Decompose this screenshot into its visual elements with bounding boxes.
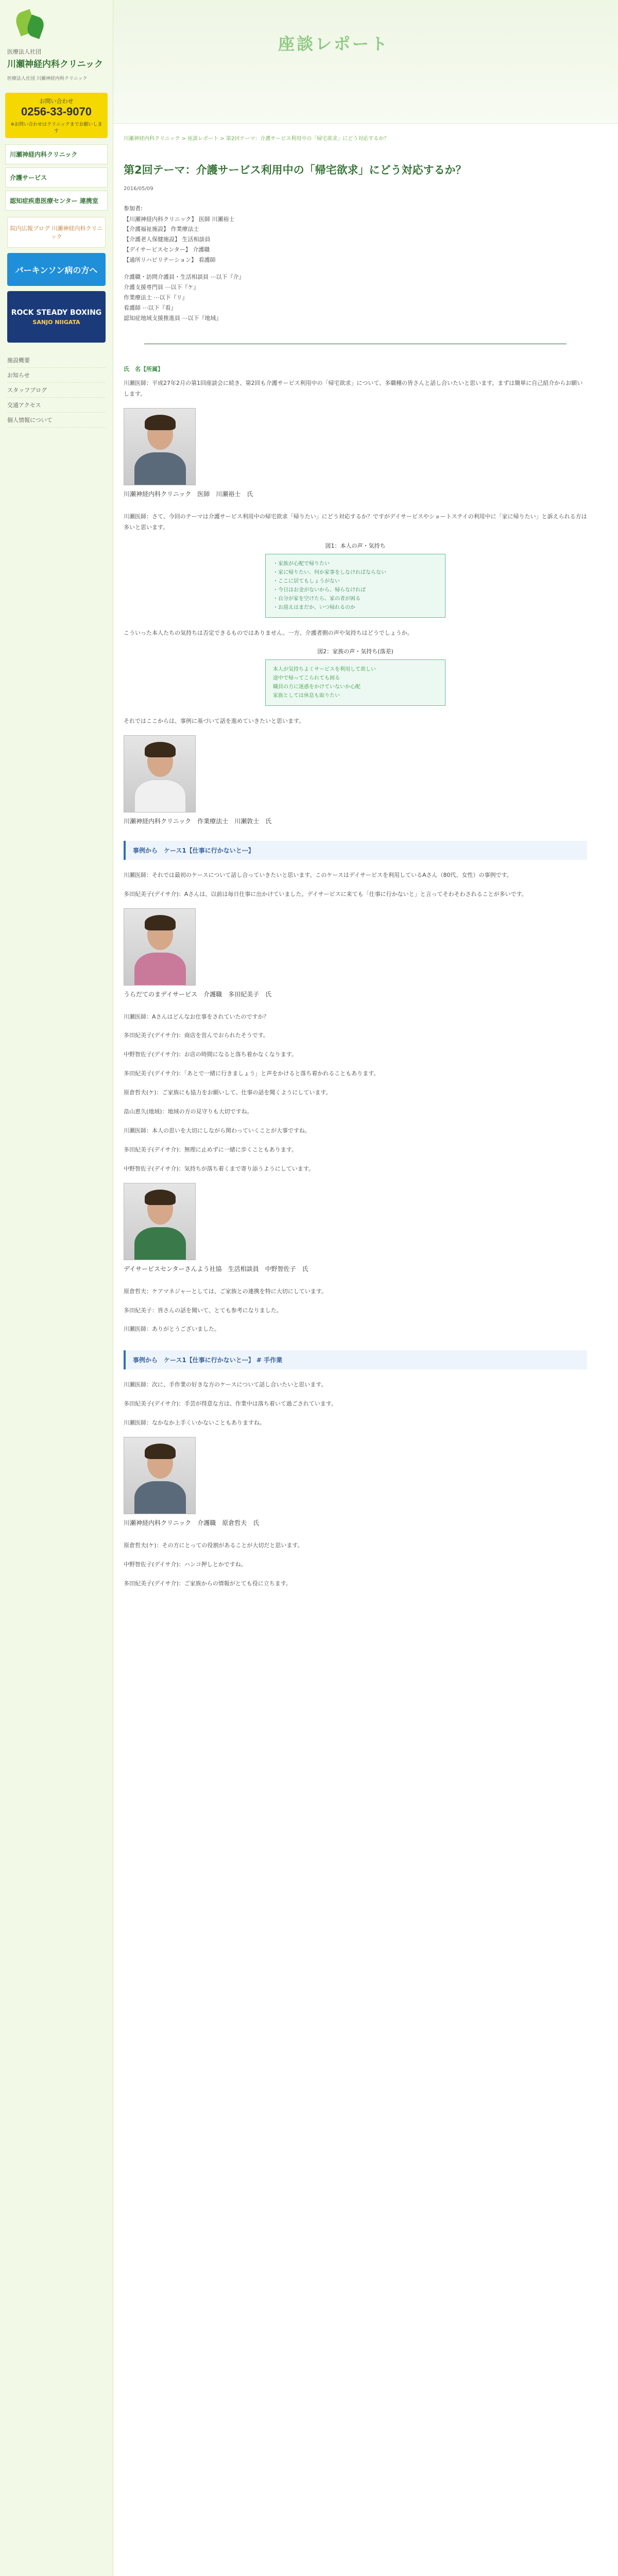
sub-nav-privacy[interactable]: 個人情報について <box>7 413 106 428</box>
contact-phone[interactable]: 0256-33-9070 <box>21 105 92 118</box>
figure1-line: ・ここに居てもしょうがない <box>273 579 340 585</box>
figure1-line: ・家族が心配で帰りたい <box>273 561 330 567</box>
parkinson-banner[interactable]: パーキンソン病の方へ <box>7 253 106 286</box>
figure1-line: ・自分が家を空けたら、家の者が困る <box>273 596 360 602</box>
discussion-paragraph: 川瀬医師：さて、今回のテーマは介護サービス利用中の帰宅欲求「帰りたい」にどう対応するか？ですがデイサービスやショートステイの利用中に「家に帰りたい」と訴えられる方は多いと思います。 <box>124 513 587 531</box>
photo-kawase-doctor <box>124 408 196 485</box>
contact-box <box>5 93 108 138</box>
side-nav-clinic[interactable]: 川瀬神経内科クリニック <box>5 144 108 164</box>
case-paragraph: 中野智佐子(デイサ介)：お店の時間になると落ち着かなくなります。 <box>124 1051 297 1058</box>
role-item: 介護支援専門員 ⋯以下『ケ』 <box>124 284 199 291</box>
side-nav-care[interactable]: 介護サービス <box>5 167 108 188</box>
photo-caption: 川瀬神経内科クリニック 作業療法士 川瀬敦士 氏 <box>124 817 272 825</box>
case-paragraph: 原倉哲夫(ケ)：その方にとっての役割があることが大切だと思います。 <box>124 1541 303 1549</box>
main-content <box>124 134 587 1598</box>
side-nav <box>0 144 113 211</box>
role-item: 認知症地域支援推進員 ⋯以下『地域』 <box>124 314 222 321</box>
rock-steady-banner[interactable] <box>7 291 106 343</box>
intro-paragraph: 川瀬医師：平成27年2月の第1回座談会に続き、第2回も介護サービス利用中の「帰宅欲求」について、多職種の皆さんと話し合いたいと思います。まずは簡単に自己紹介からお願いします。 <box>124 380 583 398</box>
figure2-line: 途中で帰ってこられても困る <box>273 675 340 681</box>
case-paragraph: 川瀬医師：次に、手作業の好きな方のケースについて話し合いたいと思います。 <box>124 1381 327 1388</box>
case-paragraph: 多田紀美子(デイサ介)：無理に止めずに一緒に歩くこともあります。 <box>124 1146 297 1153</box>
logo-title: 川瀬神経内科クリニック <box>7 59 103 70</box>
case-paragraph: 原倉哲夫(ケ)：ご家族にも協力をお願いして、仕事の話を聞くようにしています。 <box>124 1089 332 1096</box>
leaf-logo-icon <box>12 9 48 45</box>
case-paragraph: 多田紀美子(デイサ介)：ご家族からの情報がとても役に立ちます。 <box>124 1580 291 1587</box>
case-paragraph: 原倉哲夫：ケアマネジャーとしては、ご家族との連携を特に大切にしています。 <box>124 1287 327 1295</box>
contact-hours: ※お問い合わせはクリニックまでお願いします <box>10 122 102 134</box>
case-paragraph: 多田紀美子(デイサ介)：「あとで一緒に行きましょう」と声をかけると落ち着かれることもあります。 <box>124 1070 380 1077</box>
photo-caption: デイサービスセンターさんよう社協 生活相談員 中野智佐子 氏 <box>124 1265 308 1273</box>
sub-nav-facility[interactable]: 施設概要 <box>7 353 106 368</box>
participant-item: 【デイサービスセンター】 介護職 <box>124 246 210 253</box>
case-paragraph: 多田紀美子(デイサ介)：商店を営んでおられたそうです。 <box>124 1032 269 1039</box>
participant-item: 【介護老人保健施設】 生活相談員 <box>124 236 211 243</box>
case-paragraph: 中野智佐子(デイサ介)：気持ちが落ち着くまで寄り添うようにしています。 <box>124 1165 314 1172</box>
sidebar <box>0 0 113 2576</box>
header-band <box>113 0 618 124</box>
case-paragraph: 畠山恵久(地域)：地域の方の見守りも大切ですね。 <box>124 1108 253 1115</box>
case-paragraph: 中野智佐子(デイサ介)：ハンコ押しとかですね。 <box>124 1561 247 1568</box>
discussion-paragraph: それではここからは、事例に基づいて話を進めていきたいと思います。 <box>124 717 305 724</box>
figure2-box <box>265 659 445 706</box>
case2-header: 事例から ケース1【仕事に行かないと⋯】 # 手作業 <box>124 1350 587 1369</box>
participants-label: 参加者: <box>124 205 143 212</box>
figure2-title: 図2：家族の声・気持ち(落差) <box>317 648 393 655</box>
discussion-paragraph: こういった本人たちの気持ちは否定できるものではありません。一方、介護者側の声や気持ちはどうでしょうか。 <box>124 630 413 637</box>
figure1-line: ・家に帰りたい、何か家事をしなければならない <box>273 570 386 576</box>
participants-list <box>124 204 587 265</box>
case-paragraph: 川瀬医師：Aさんはどんなお仕事をされていたのですか？ <box>124 1013 269 1020</box>
sub-nav-news[interactable]: お知らせ <box>7 368 106 383</box>
blog-banner[interactable]: 院内広報ブログ 川瀬神経内科クリニック <box>7 217 106 248</box>
sub-nav-staff-blog[interactable]: スタッフブログ <box>7 383 106 398</box>
clinic-logo[interactable] <box>0 0 113 87</box>
figure2-line: 本人が気持ちよくサービスを利用して欲しい <box>273 666 376 672</box>
page-header-title: 座談レポート <box>278 34 390 54</box>
participant-item: 【川瀬神経内科クリニック】 医師 川瀬裕士 <box>124 215 235 223</box>
case-paragraph: 川瀬医師：それでは最初のケースについて話し合っていきたいと思います。このケースはデイサービスを利用しているAさん（80代、女性）の事例です。 <box>124 871 512 878</box>
figure2-line: 職員の方に迷惑をかけていないか心配 <box>273 684 360 690</box>
case-paragraph: 多田紀美子(デイサ介)：手芸が得意な方は、作業中は落ち着いて過ごされています。 <box>124 1400 337 1408</box>
participant-item: 【介護福祉施設】 作業療法士 <box>124 226 199 233</box>
case1-header: 事例から ケース1【仕事に行かないと⋯】 <box>124 841 587 860</box>
breadcrumb[interactable]: 川瀬神経内科クリニック > 座談レポート > 第2回テーマ：介護サービス利用中の「帰宅欲求」にどう対応するか？ <box>124 136 389 142</box>
logo-description: 医療法人社団 川瀬神経内科クリニック <box>7 76 88 81</box>
photo-tada <box>124 908 196 986</box>
rock-steady-subtitle: SANJO NIIGATA <box>32 318 80 326</box>
intro-label: 氏 名【所属】 <box>124 366 163 373</box>
figure1-box <box>265 554 445 618</box>
figure1-line: ・今日はお金がないから、帰らなければ <box>273 587 366 594</box>
figure1-line: ・お迎えはまだか、いつ帰れるのか <box>273 605 355 611</box>
sub-nav <box>7 353 106 428</box>
logo-subtitle: 医療法人社団 <box>7 48 41 55</box>
rock-steady-title: ROCK STEADY BOXING <box>11 308 102 317</box>
photo-kawase-ot <box>124 735 196 812</box>
participant-item: 【通所リハビリテーション】 看護師 <box>124 256 216 263</box>
article-title: 第2回テーマ：介護サービス利用中の「帰宅欲求」にどう対応するか？ <box>124 164 467 176</box>
figure2-line: 家族としては休息も取りたい <box>273 692 340 699</box>
photo-caption: 川瀬神経内科クリニック 介護職 原倉哲夫 氏 <box>124 1519 260 1527</box>
article-date: 2016/05/09 <box>124 185 153 192</box>
photo-caption: 川瀬神経内科クリニック 医師 川瀬裕士 氏 <box>124 490 253 498</box>
case-paragraph: 多田紀美子(デイサ介)：Aさんは、以前は毎日仕事に出かけていました。デイサービスに来ても「仕事に行かないと」と言ってそわそわされることが多いです。 <box>124 890 527 897</box>
photo-harakura <box>124 1437 196 1514</box>
role-item: 看護師 ⋯以下『看』 <box>124 304 177 311</box>
case-paragraph: 川瀬医師：ありがとうございました。 <box>124 1326 220 1333</box>
side-nav-dementia-center[interactable]: 認知症疾患医療センター 連携室 <box>5 191 108 211</box>
case-paragraph: 川瀬医師：本人の思いを大切にしながら関わっていくことが大事ですね。 <box>124 1127 311 1134</box>
sub-nav-access[interactable]: 交通アクセス <box>7 398 106 413</box>
figure1-title: 図1：本人の声・気持ち <box>325 543 386 550</box>
role-legend <box>124 272 587 323</box>
contact-label: お問い合わせ <box>39 98 74 105</box>
photo-nakano <box>124 1183 196 1260</box>
photo-caption: うらだてのまデイサービス 介護職 多田紀美子 氏 <box>124 990 272 998</box>
role-item: 作業療法士 ⋯以下『リ』 <box>124 294 188 301</box>
case-paragraph: 川瀬医師：なかなか上手くいかないこともありますね。 <box>124 1419 265 1427</box>
role-item: 介護職・訪問介護員・生活相談員 ⋯以下『介』 <box>124 274 245 281</box>
case-paragraph: 多田紀美子：皆さんの話を聞いて、とても参考になりました。 <box>124 1307 282 1314</box>
